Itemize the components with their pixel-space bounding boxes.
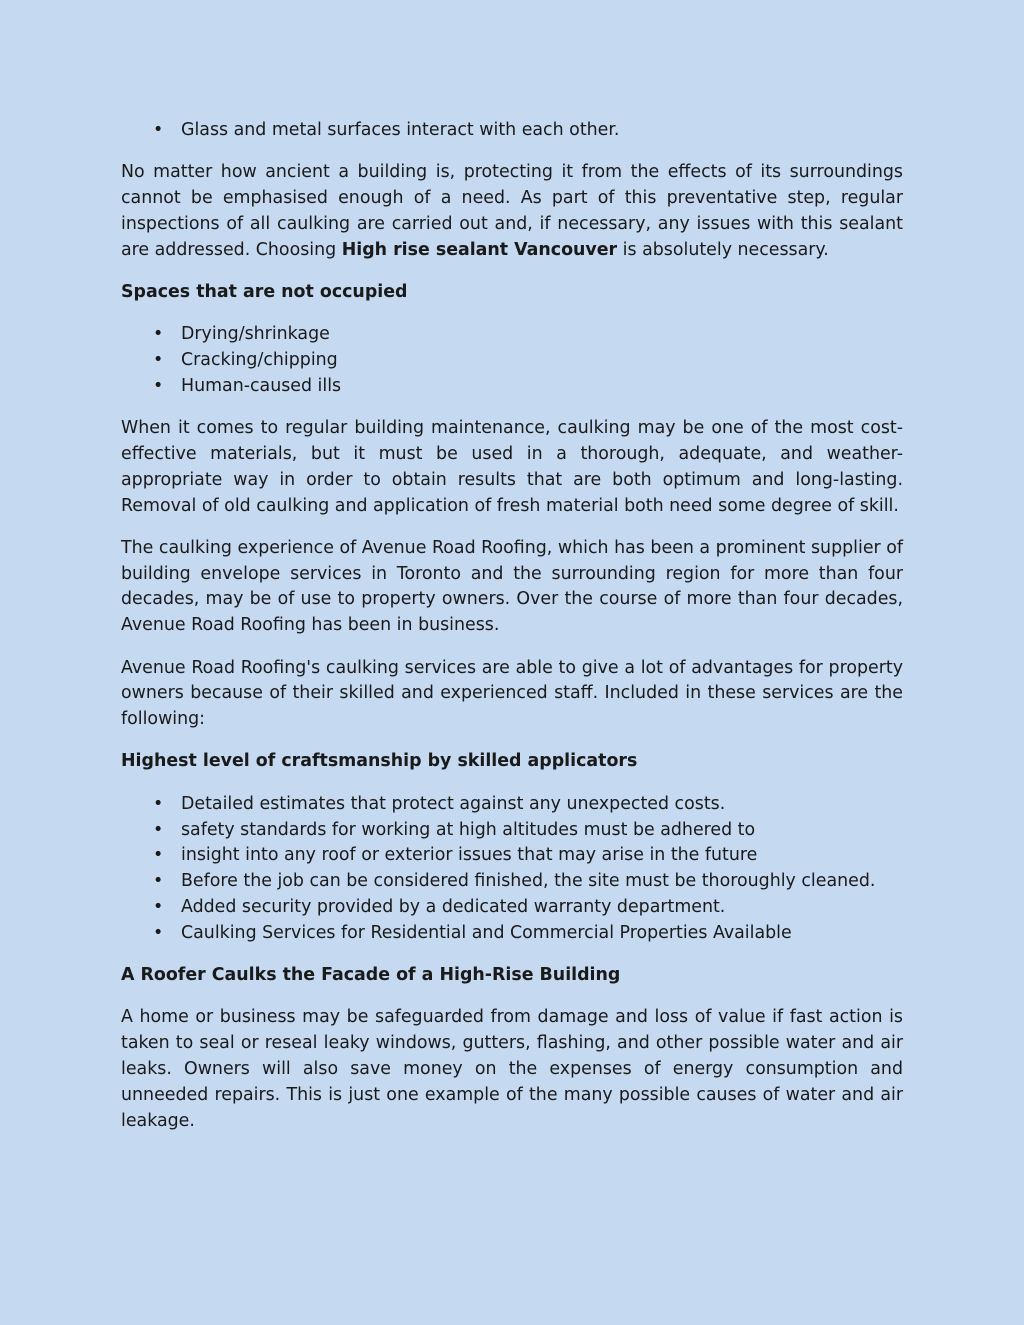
bullet-list-issues (121, 322, 903, 399)
heading-craftsmanship: Highest level of craftsmanship by skilled applicators (121, 751, 638, 772)
list-item: • Cracking/chipping (121, 348, 903, 374)
keyword-link-text: High rise sealant Vancouver (341, 239, 618, 260)
list-item: • Caulking Services for Residential and Commercial Properties Available (121, 921, 903, 947)
list-item: • Glass and metal surfaces interact with each other. (121, 118, 903, 144)
bullet-list-benefits (121, 792, 903, 947)
list-item: • Detailed estimates that protect against any unexpected costs. (121, 792, 903, 818)
list-item: • insight into any roof or exterior issues that may arise in the future (121, 843, 903, 869)
list-item: • Human-caused ills (121, 374, 903, 400)
list-item: • Drying/shrinkage (121, 322, 903, 348)
paragraph-services: Avenue Road Roofing's caulking services are able to give a lot of advantages for property owners because of their skilled and experienced staff. Included in these services are the following: (121, 657, 903, 730)
paragraph-maintenance: When it comes to regular building maintenance, caulking may be one of the most cost-effective materials, but it must be used in a thorough, adequate, and weather-appropriate way in order to obtain results that are both optimum and long-lasting. Removal of old caulking and application of fresh material both need some degree of skill. (121, 418, 903, 516)
paragraph-leaks: A home or business may be safeguarded from damage and loss of value if fast action is taken to seal or reseal leaky windows, gutters, flashing, and other possible water and air leaks. Owners will also save money on the expenses of energy consumption and unneeded repairs. This is just one example of the many possible causes of water and air leakage. (121, 1007, 903, 1131)
heading-roofer: A Roofer Caulks the Facade of a High-Rise Building (121, 965, 621, 986)
paragraph-text: No matter how ancient a building is, protecting it from the effects of its surroundings cannot be emphasised enough of a need. As part of this preventative step, regular inspections of all caulking are carried out and, if necessary, any issues with this sealant are addressed. Choosing (121, 162, 903, 260)
list-item: • safety standards for working at high altitudes must be adhered to (121, 818, 903, 844)
bullet-list-surfaces (121, 118, 903, 144)
document-body (121, 118, 903, 1134)
paragraph-experience: The caulking experience of Avenue Road Roofing, which has been a prominent supplier of building envelope services in Toronto and the surrounding region for more than four decades, may be of use to property owners. Over the course of more than four decades, Avenue Road Roofing has been in business. (121, 537, 903, 636)
paragraph-text: is absolutely necessary. (617, 239, 829, 260)
heading-spaces: Spaces that are not occupied (121, 281, 408, 302)
list-item: • Before the job can be considered finished, the site must be thoroughly cleaned. (121, 869, 903, 895)
paragraph-protection (121, 160, 903, 263)
list-item: • Added security provided by a dedicated warranty department. (121, 895, 903, 921)
